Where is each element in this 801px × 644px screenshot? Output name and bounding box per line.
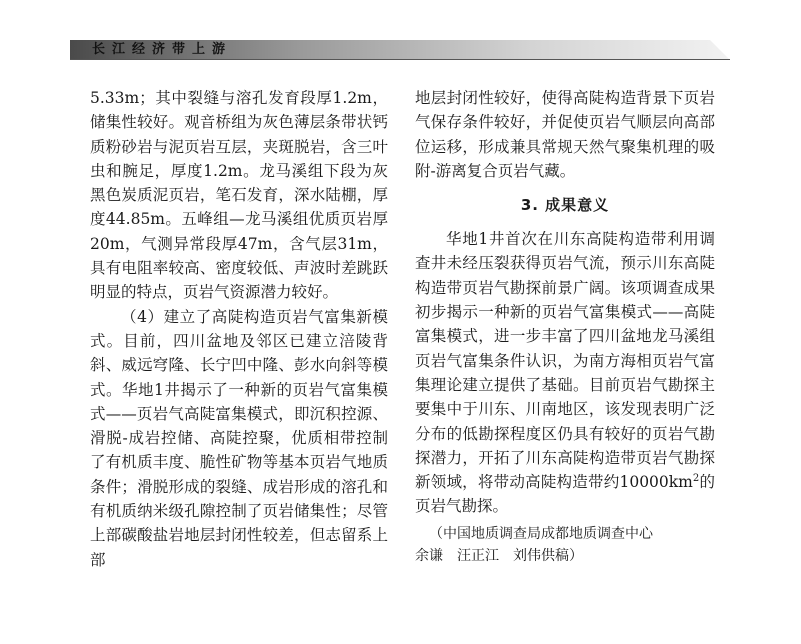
area-unit-superscript: 2: [692, 473, 700, 484]
right-column: [415, 86, 715, 567]
credit-authors: 余谦 汪正江 刘伟供稿）: [415, 547, 583, 564]
author-credit: [415, 523, 715, 567]
right-paragraph-2-text: 华地1井首次在川东高陡构造带利用调查井未经压裂获得页岩气流，预示川东高陡构造带页岩气勘探前景广阔。该项调查成果初步揭示一种新的页岩气富集模式——高陡富集模式，进一步丰富了四川盆地龙马溪组页岩气富集条件认识，为南方海相页岩气富集理论建立提供了基础。目前页岩气勘探主要集中于川东、川南地区，该发现表明广泛分布的低勘探程度区仍具有较好的页岩气勘探潜力，开拓了川东高陡构造带页岩气勘探新领域，将带动高陡构造带约10000km: [415, 230, 715, 492]
section-heading: 3. 成果意义: [520, 196, 610, 215]
right-paragraph-2-tail: 的页岩气勘探。: [415, 473, 715, 516]
right-paragraph-1: 地层封闭性较好，使得高陡构造背景下页岩气保存条件较好，并促使页岩气顺层向高部位运移，形成兼具常规天然气聚集机理的吸附-游离复合页岩气藏。: [415, 89, 715, 180]
left-column: [90, 86, 388, 572]
right-paragraph-2: [415, 227, 715, 519]
running-header: [70, 40, 730, 60]
journal-section-title: 长江经济带上游: [92, 42, 233, 57]
left-paragraph-1: 5.33m；其中裂缝与溶孔发育段厚1.2m，储集性较好。观音桥组为灰色薄层条带状钙质粉砂岩与泥页岩互层，夹斑脱岩，含三叶虫和腕足，厚度1.2m。龙马溪组下段为灰黑色炭质泥页岩，笔石发育，深水陆棚，厚度44.85m。五峰组—龙马溪组优质页岩厚20m，气测异常段厚47m，含气层31m，具有电阻率较高、密度较低、声波时差跳跃明显的特点，页岩气资源潜力较好。: [90, 89, 388, 302]
credit-institution: （中国地质调查局成都地质调查中心: [429, 525, 653, 542]
left-paragraph-2: （4）建立了高陡构造页岩气富集新模式。目前，四川盆地及邻区已建立涪陵背斜、威远穹隆、长宁凹中隆、彭水向斜等模式。华地1井揭示了一种新的页岩气富集模式——页岩气高陡富集模式，即沉积控源、滑脱-成岩控储、高陡控聚，优质相带控制了有机质丰度、脆性矿物等基本页岩气地质条件；滑脱形成的裂缝、成岩形成的溶孔和有机质纳米级孔隙控制了页岩储集性；尽管上部碳酸盐岩地层封闭性较差，但志留系上部: [90, 307, 388, 569]
